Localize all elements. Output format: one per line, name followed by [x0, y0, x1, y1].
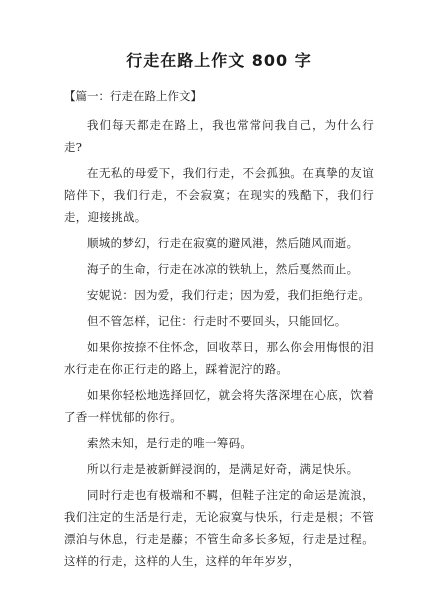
- paragraph: 但不管怎样，记住：行走时不要回头，只能回忆。: [87, 314, 347, 328]
- paragraph: 顺城的梦幻，行走在寂寞的避风港，然后随风而逝。: [87, 236, 359, 250]
- paragraph: 在无私的母爱下，我们行走，不会孤独。在真挚的友谊陪伴下，我们行走，不会寂寞；在现实的残酷下，我们行走，迎接挑战。: [64, 166, 374, 224]
- paragraph: 海子的生命，行走在冰凉的铁轨上，然后戛然而止。: [87, 262, 359, 276]
- paragraph: 安妮说：因为爱，我们行走；因为爱，我们拒绝行走。: [87, 288, 371, 302]
- document-title: 行走在路上作文 800 字: [126, 51, 312, 70]
- paragraph: 同时行走也有极端和不羁，但鞋子注定的命运是流浪，我们注定的生活是行走，无论寂寞与快乐，行走是根；不管漂泊与休息，行走是藤；不管生命多长多短，行走是过程。这样的行走，这样的人生，这样的年年岁岁，: [64, 488, 374, 568]
- paragraph: 索然未知，是行走的唯一筹码。: [87, 436, 253, 450]
- paragraph: 我们每天都走在路上，我也常常问我自己，为什么行走?: [64, 118, 374, 154]
- paragraph: 所以行走是被新鲜浸润的，是满足好奇，满足快乐。: [87, 462, 359, 476]
- paragraph: 如果你按捺不住怀念，回收萃日，那么你会用悔恨的泪水行走在你正行走的路上，踩着泥泞的路。: [64, 340, 374, 376]
- paragraph: 如果你轻松地选择回忆，就会将失落深埋在心底，饮着了香一样忧郁的你行。: [64, 388, 374, 424]
- section-heading: 【篇一：行走在路上作文】: [64, 89, 202, 103]
